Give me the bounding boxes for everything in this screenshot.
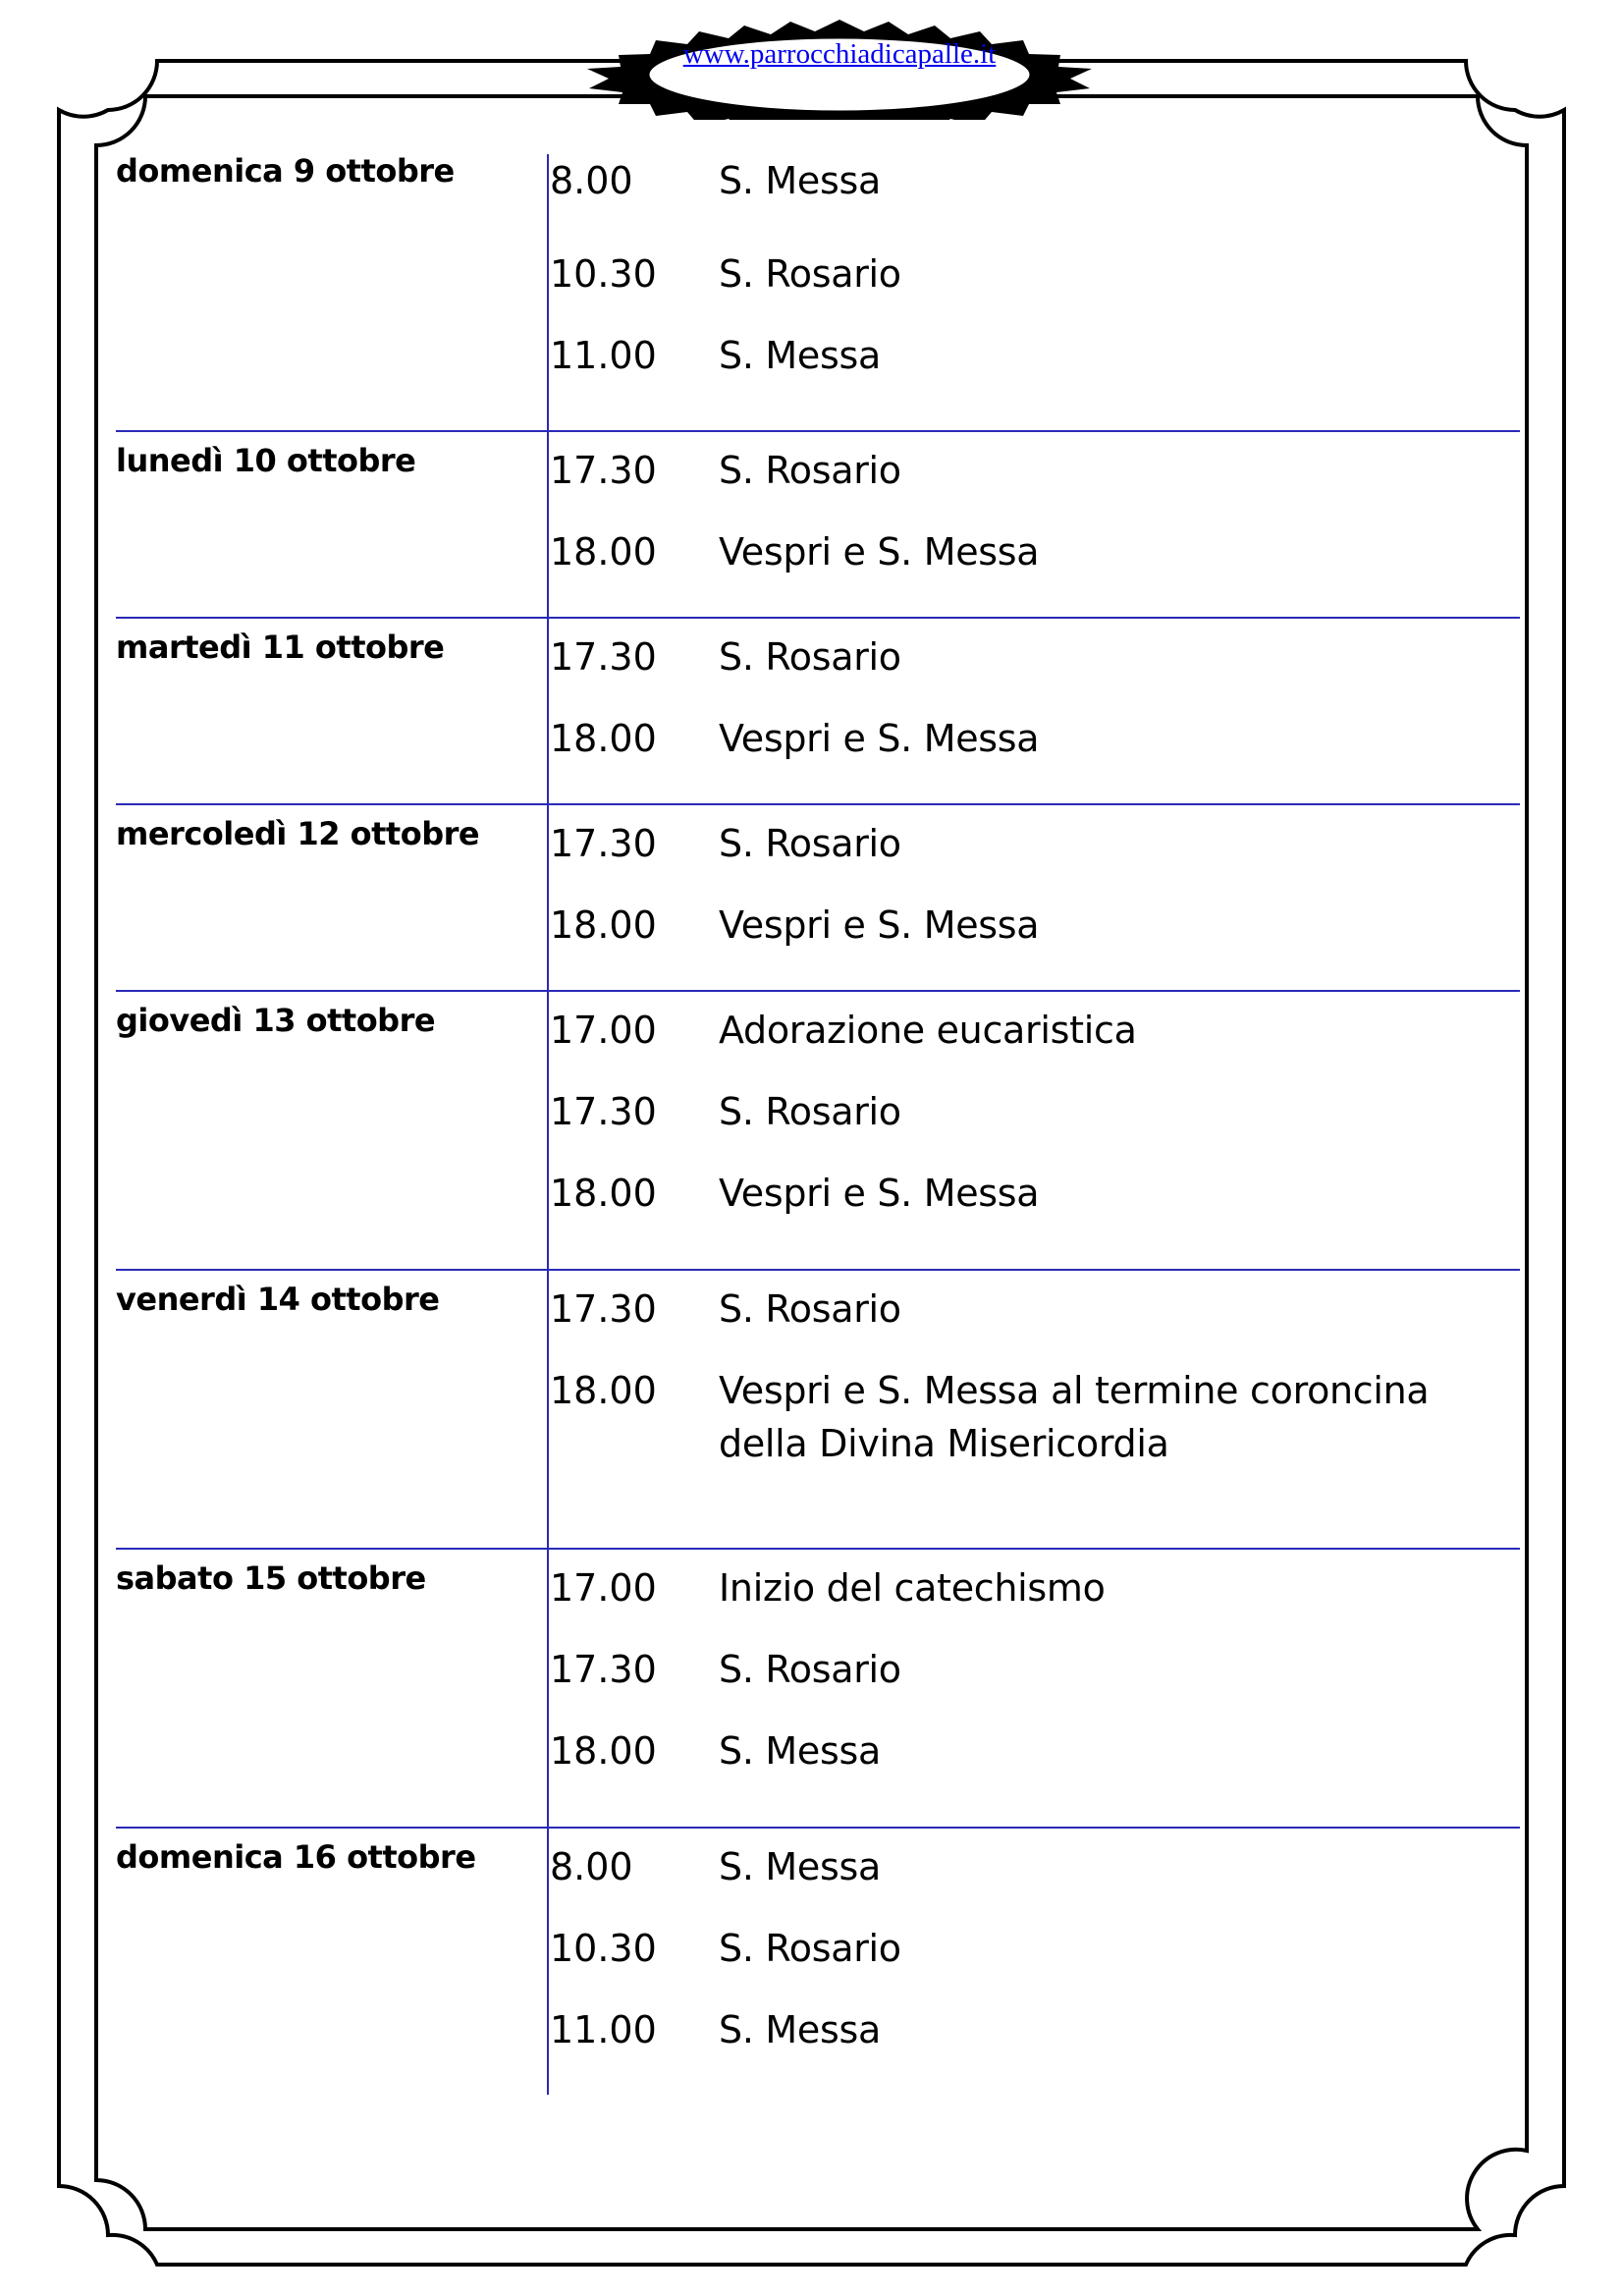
day-label: domenica 16 ottobre	[116, 1838, 476, 1876]
event-title: Vespri e S. Messa al termine coroncina della Divina Misericordia	[719, 1369, 1430, 1465]
day-row	[116, 1271, 1520, 1550]
event-title: S. Rosario	[719, 1927, 901, 1970]
event-time: 17.30	[550, 449, 657, 492]
event-item	[548, 1829, 1520, 1910]
day-row	[116, 154, 1520, 432]
website-link[interactable]: www.parrocchiadicapalle.it	[682, 38, 997, 70]
event-title: Vespri e S. Messa	[719, 530, 1040, 574]
day-label: sabato 15 ottobre	[116, 1559, 426, 1597]
event-item	[548, 1631, 1520, 1713]
schedule-table	[116, 154, 1520, 2094]
day-label: martedì 11 ottobre	[116, 629, 445, 666]
event-title: Vespri e S. Messa	[719, 903, 1040, 947]
event-time: 18.00	[550, 530, 657, 574]
day-row	[116, 805, 1520, 992]
event-time: 11.00	[550, 2008, 657, 2051]
event-time: 10.30	[550, 1927, 657, 1970]
event-time: 18.00	[550, 1369, 657, 1412]
event-list	[548, 1550, 1520, 1794]
day-row	[116, 1550, 1520, 1829]
event-list	[548, 619, 1520, 782]
event-title: Adorazione eucaristica	[719, 1009, 1137, 1052]
column-divider	[547, 154, 549, 2095]
event-item	[548, 1550, 1520, 1631]
event-item	[548, 1992, 1520, 2073]
event-item	[548, 1713, 1520, 1794]
event-item	[548, 992, 1520, 1073]
event-title: S. Rosario	[719, 635, 901, 679]
event-title: S. Rosario	[719, 1648, 901, 1691]
event-item	[548, 1155, 1520, 1236]
event-time: 11.00	[550, 334, 657, 377]
event-time: 17.00	[550, 1009, 657, 1052]
event-time: 17.30	[550, 822, 657, 865]
event-item	[548, 1352, 1520, 1470]
event-title: S. Rosario	[719, 449, 901, 492]
day-label: mercoledì 12 ottobre	[116, 815, 480, 852]
day-row	[116, 432, 1520, 619]
event-item	[548, 700, 1520, 782]
event-item	[548, 1271, 1520, 1352]
event-time: 8.00	[550, 1845, 633, 1888]
event-title: S. Messa	[719, 334, 881, 377]
event-time: 17.30	[550, 1287, 657, 1331]
event-title: S. Rosario	[719, 1287, 901, 1331]
event-title: S. Rosario	[719, 822, 901, 865]
event-title: S. Messa	[719, 1729, 881, 1773]
event-time: 18.00	[550, 1729, 657, 1773]
day-label: venerdì 14 ottobre	[116, 1281, 440, 1318]
event-item	[548, 514, 1520, 595]
event-title: S. Rosario	[719, 1090, 901, 1133]
event-time: 8.00	[550, 159, 633, 202]
event-list	[548, 992, 1520, 1236]
event-list	[548, 1829, 1520, 2073]
day-row	[116, 992, 1520, 1271]
event-item	[548, 317, 1520, 399]
event-item	[548, 432, 1520, 514]
event-item	[548, 236, 1520, 317]
event-item	[548, 1073, 1520, 1155]
event-time: 17.30	[550, 1648, 657, 1691]
event-list	[548, 1271, 1520, 1470]
event-title: S. Messa	[719, 159, 881, 202]
event-item	[548, 154, 1520, 236]
event-title: Inizio del catechismo	[719, 1566, 1106, 1610]
day-label: domenica 9 ottobre	[116, 152, 455, 190]
event-title: S. Messa	[719, 2008, 881, 2051]
event-item	[548, 1910, 1520, 1992]
event-time: 17.00	[550, 1566, 657, 1610]
event-item	[548, 619, 1520, 700]
event-title: S. Rosario	[719, 252, 901, 296]
event-item	[548, 887, 1520, 968]
day-label: lunedì 10 ottobre	[116, 442, 416, 479]
day-row	[116, 619, 1520, 805]
event-list	[548, 805, 1520, 968]
event-title: Vespri e S. Messa	[719, 1172, 1040, 1215]
event-list	[548, 432, 1520, 595]
event-time: 18.00	[550, 903, 657, 947]
event-list	[548, 154, 1520, 399]
event-time: 17.30	[550, 635, 657, 679]
event-time: 17.30	[550, 1090, 657, 1133]
day-label: giovedì 13 ottobre	[116, 1002, 436, 1039]
day-row	[116, 1829, 1520, 2094]
event-time: 18.00	[550, 717, 657, 760]
event-title: S. Messa	[719, 1845, 881, 1888]
event-time: 18.00	[550, 1172, 657, 1215]
event-title: Vespri e S. Messa	[719, 717, 1040, 760]
event-time: 10.30	[550, 252, 657, 296]
event-item	[548, 805, 1520, 887]
